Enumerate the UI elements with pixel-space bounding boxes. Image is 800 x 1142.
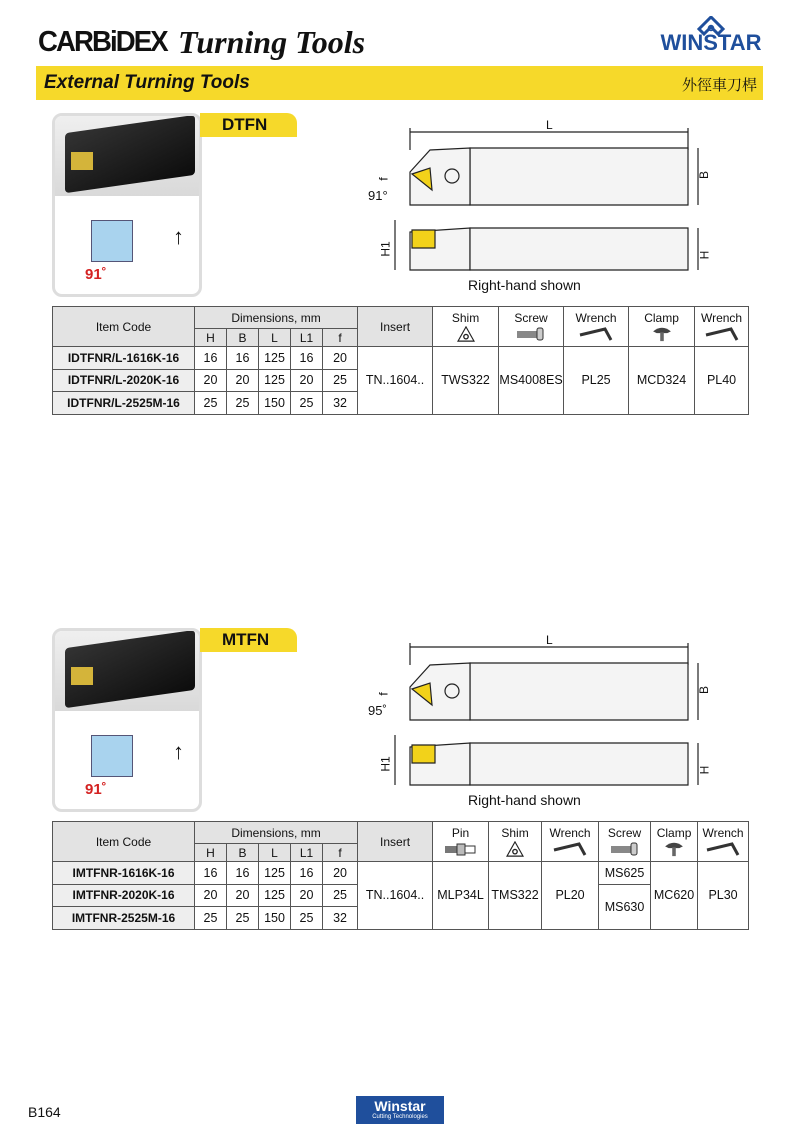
footer-logo	[356, 1096, 444, 1124]
dim-f-label: f	[376, 177, 391, 181]
table-header-row	[53, 307, 749, 329]
accessory-value: MCD324	[629, 347, 695, 415]
dimension-col-header: B	[227, 844, 259, 862]
item-code-header: Item Code	[53, 307, 195, 347]
pin-icon	[433, 841, 488, 857]
dim-l-label: L	[546, 633, 553, 647]
dimension-value: 125	[259, 347, 291, 370]
dimension-value: 150	[259, 907, 291, 930]
dimension-value: 125	[259, 369, 291, 392]
dimension-value: 20	[323, 862, 358, 885]
accessory-header	[433, 307, 499, 347]
item-code: IDTFNR/L-1616K-16	[53, 347, 195, 370]
accessory-value: MS625	[599, 862, 651, 885]
accessory-header-label: Wrench	[700, 311, 743, 325]
dim-l-label: L	[546, 118, 553, 132]
accessory-value: TMS322	[489, 862, 542, 930]
dimension-value: 16	[291, 862, 323, 885]
winstar-logo	[658, 16, 764, 56]
dimension-col-header: L1	[291, 844, 323, 862]
item-code: IDTFNR/L-2525M-16	[53, 392, 195, 415]
accessory-header-label: Screw	[514, 311, 548, 325]
dim-b-label: B	[697, 685, 712, 695]
insert-value: TN..1604..	[358, 347, 433, 415]
table-row	[53, 347, 749, 370]
wrench-icon	[542, 841, 598, 857]
section-banner	[36, 66, 763, 100]
dimension-value: 20	[291, 884, 323, 907]
dim-h1-label: H1	[378, 756, 393, 772]
tool-drawing	[360, 110, 720, 300]
banner-title: External Turning Tools	[44, 72, 250, 93]
dimension-value: 20	[323, 347, 358, 370]
table-header-row	[53, 822, 749, 844]
dimension-value: 16	[195, 862, 227, 885]
dimension-value: 25	[195, 392, 227, 415]
dimension-col-header: H	[195, 844, 227, 862]
accessory-header-label: Screw	[607, 826, 642, 840]
product-photo: ↑ 91˚	[52, 628, 202, 812]
series-label: DTFN	[200, 113, 297, 137]
dimension-col-header: B	[227, 329, 259, 347]
dimension-value: 25	[227, 907, 259, 930]
accessory-value: PL30	[698, 862, 749, 930]
dimension-value: 125	[259, 884, 291, 907]
accessory-header-label: Wrench	[575, 311, 617, 325]
accessory-header	[564, 307, 629, 347]
dimension-value: 32	[323, 392, 358, 415]
item-code: IMTFNR-2525M-16	[53, 907, 195, 930]
photo-angle-label: 91˚	[85, 781, 107, 798]
dimension-value: 25	[291, 392, 323, 415]
dimension-value: 25	[195, 907, 227, 930]
accessory-header-label: Clamp	[656, 826, 692, 840]
dimension-value: 25	[323, 884, 358, 907]
banner-title-zh: 外徑車刀桿	[681, 77, 757, 94]
dimension-value: 25	[227, 392, 259, 415]
accessory-value: PL25	[564, 347, 629, 415]
dimension-value: 20	[227, 369, 259, 392]
dimension-value: 32	[323, 907, 358, 930]
dim-b-label: B	[697, 170, 712, 180]
item-code: IDTFNR/L-2020K-16	[53, 369, 195, 392]
accessory-header	[489, 822, 542, 862]
drawing-angle-label: 95˚	[368, 703, 387, 718]
tool-drawing	[360, 625, 720, 815]
photo-angle-label: 91˚	[85, 266, 107, 283]
right-hand-note: Right-hand shown	[468, 277, 581, 293]
item-code: IMTFNR-1616K-16	[53, 862, 195, 885]
dim-h-label: H	[697, 765, 712, 775]
accessory-value: PL40	[695, 347, 749, 415]
wrench-icon	[564, 326, 628, 342]
dimensions-header: Dimensions, mm	[195, 307, 358, 329]
insert-value: TN..1604..	[358, 862, 433, 930]
dimension-value: 20	[227, 884, 259, 907]
accessory-header	[542, 822, 599, 862]
dimension-value: 25	[291, 907, 323, 930]
dimension-col-header: f	[323, 329, 358, 347]
shim-icon	[433, 326, 498, 342]
dimension-value: 20	[195, 369, 227, 392]
dim-h1-label: H1	[378, 241, 393, 257]
item-code-header: Item Code	[53, 822, 195, 862]
accessory-header-label: Wrench	[702, 826, 744, 840]
dimension-value: 16	[291, 347, 323, 370]
dimension-col-header: L	[259, 329, 291, 347]
product-photo: ↑ 91˚	[52, 113, 202, 297]
accessory-header-label: Clamp	[644, 311, 679, 325]
drawing-angle-label: 91°	[368, 188, 388, 203]
wrench-icon	[698, 841, 748, 857]
dimension-value: 20	[291, 369, 323, 392]
clamp-icon	[651, 841, 697, 857]
insert-header: Insert	[358, 307, 433, 347]
dim-f-label: f	[376, 692, 391, 696]
series-label: MTFN	[200, 628, 297, 652]
screw-icon	[599, 841, 650, 857]
page-number: B164	[28, 1104, 61, 1120]
insert-header: Insert	[358, 822, 433, 862]
accessory-header	[629, 307, 695, 347]
accessory-value: TWS322	[433, 347, 499, 415]
accessory-header-label: Shim	[451, 311, 480, 325]
footer-logo-text: Winstar	[374, 1098, 426, 1114]
page-title: Turning Tools	[178, 24, 366, 60]
accessory-value: MS630	[599, 884, 651, 929]
dimension-value: 150	[259, 392, 291, 415]
dimension-value: 25	[323, 369, 358, 392]
accessory-value: MC620	[651, 862, 698, 930]
accessory-value: MS4008ES	[499, 347, 564, 415]
dimension-col-header: f	[323, 844, 358, 862]
accessory-header-label: Pin	[451, 826, 470, 840]
dimension-value: 20	[195, 884, 227, 907]
footer-logo-sub: Cutting Technologies	[372, 1114, 428, 1120]
spec-table	[52, 306, 749, 415]
accessory-header	[695, 307, 749, 347]
dimension-value: 125	[259, 862, 291, 885]
carbidex-logo: CARBiDEX	[38, 26, 167, 58]
table-row	[53, 862, 749, 885]
dimension-col-header: L1	[291, 329, 323, 347]
accessory-header-label: Wrench	[549, 826, 591, 840]
accessory-value: MLP34L	[433, 862, 489, 930]
clamp-icon	[629, 326, 694, 342]
wrench-icon	[695, 326, 748, 342]
accessory-header	[599, 822, 651, 862]
dim-h-label: H	[697, 250, 712, 260]
accessory-value: PL20	[542, 862, 599, 930]
dimension-value: 16	[227, 862, 259, 885]
spec-table	[52, 821, 749, 930]
shim-icon	[489, 841, 541, 857]
item-code: IMTFNR-2020K-16	[53, 884, 195, 907]
dimensions-header: Dimensions, mm	[195, 822, 358, 844]
accessory-header	[698, 822, 749, 862]
accessory-header	[433, 822, 489, 862]
right-hand-note: Right-hand shown	[468, 792, 581, 808]
accessory-header-label: Shim	[501, 826, 529, 840]
accessory-header	[651, 822, 698, 862]
screw-icon	[499, 326, 563, 342]
dimension-col-header: H	[195, 329, 227, 347]
dimension-col-header: L	[259, 844, 291, 862]
winstar-text: WINSTAR	[660, 30, 762, 55]
accessory-header	[499, 307, 564, 347]
dimension-value: 16	[227, 347, 259, 370]
dimension-value: 16	[195, 347, 227, 370]
